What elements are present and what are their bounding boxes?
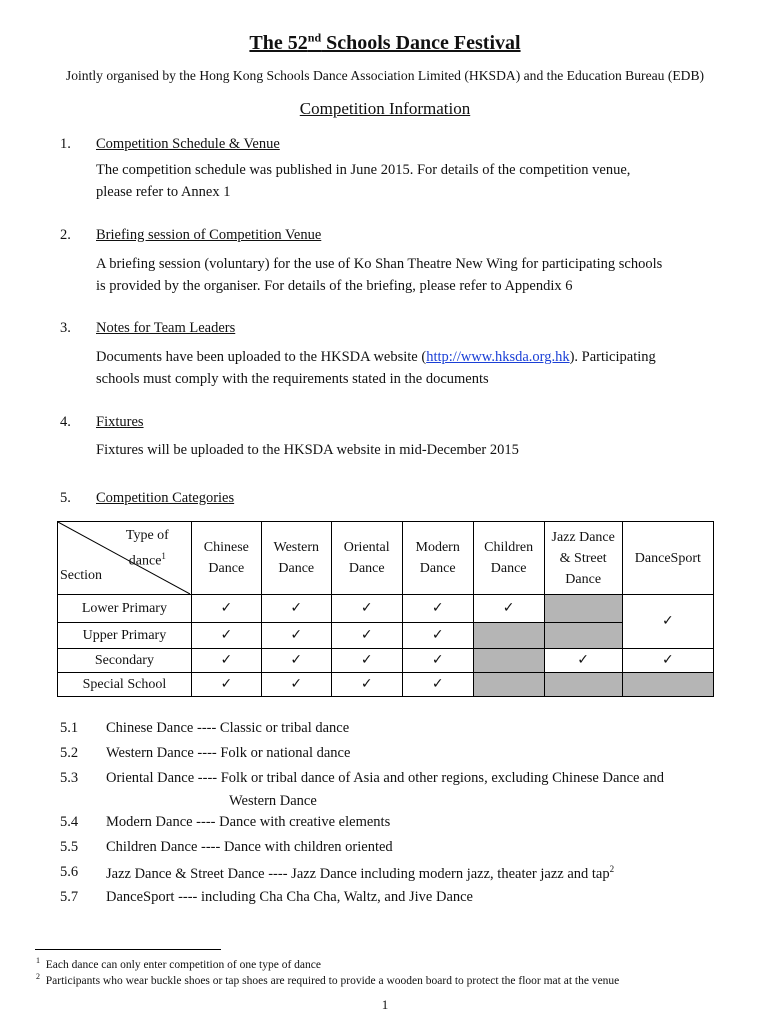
- column-header-line: Chinese: [203, 540, 249, 555]
- item-line: Fixtures will be uploaded to the HKSDA website in mid-December 2015: [96, 442, 519, 458]
- item-paragraph: [96, 346, 721, 390]
- definition-text-continued: Western Dance: [229, 793, 317, 809]
- item-line: [96, 346, 721, 368]
- definition-number: 5.3: [60, 770, 79, 786]
- title-suffix: Schools Dance Festival: [321, 31, 521, 54]
- column-header-line: DanceSport: [634, 550, 701, 566]
- definition-number: 5.4: [60, 814, 79, 830]
- check-icon: ✓: [402, 673, 473, 697]
- footnote-mark: 1: [36, 956, 40, 965]
- item-line: schools must comply with the requirements stated in the documents: [96, 371, 489, 387]
- definition-text: DanceSport ---- including Cha Cha Cha, Waltz, and Jive Dance: [106, 889, 473, 905]
- item-paragraph: [96, 159, 721, 203]
- table-row: [58, 623, 714, 649]
- column-header-line: Western: [273, 540, 320, 555]
- check-icon: ✓: [331, 673, 402, 697]
- shaded-cell: [544, 623, 622, 649]
- text-before-link: Documents have been uploaded to the HKSDA website (: [96, 349, 427, 365]
- row-label: Secondary: [58, 649, 192, 673]
- check-icon: ✓: [191, 673, 261, 697]
- check-icon: ✓: [622, 595, 713, 649]
- item-number: 3.: [60, 320, 71, 336]
- item-heading: Briefing session of Competition Venue: [96, 227, 322, 243]
- column-header-line: & Street: [559, 550, 607, 566]
- definition-text: Western Dance ---- Folk or national dance: [106, 745, 351, 761]
- row-label: Upper Primary: [58, 623, 192, 649]
- footnote-ref: 2: [609, 864, 615, 874]
- column-header: [191, 522, 261, 595]
- check-icon: ✓: [544, 649, 622, 673]
- text-after-link: ). Participating: [569, 349, 656, 365]
- item-heading: Competition Categories: [96, 490, 235, 506]
- check-icon: ✓: [261, 595, 331, 623]
- check-icon: ✓: [261, 623, 331, 649]
- definition-text: Oriental Dance ---- Folk or tribal dance of Asia and other regions, excluding Chinese Dance and: [106, 770, 665, 786]
- item-heading: Fixtures: [96, 414, 144, 430]
- column-header: [473, 522, 544, 595]
- column-header-line: Modern: [415, 540, 460, 555]
- footnote-text: Each dance can only enter competition of one type of dance: [45, 958, 321, 971]
- check-icon: ✓: [191, 623, 261, 649]
- item-heading: Competition Schedule & Venue: [96, 136, 280, 152]
- check-icon: ✓: [402, 623, 473, 649]
- table-row: [58, 673, 714, 697]
- definition-number: 5.1: [60, 720, 79, 736]
- column-header-line: Dance: [348, 561, 385, 576]
- item-number: 4.: [60, 414, 71, 430]
- item-paragraph: [96, 439, 721, 461]
- shaded-cell: [473, 673, 544, 697]
- page-number: 1: [381, 997, 389, 1012]
- definition-number: 5.2: [60, 745, 79, 761]
- item-heading: Notes for Team Leaders: [96, 320, 236, 336]
- subtitle: Jointly organised by the Hong Kong Schools Dance Association Limited (HKSDA) and the Education Bureau (EDB): [65, 68, 705, 83]
- item-line: is provided by the organiser. For details of the briefing, please refer to Appendix 6: [96, 278, 573, 294]
- shaded-cell: [544, 673, 622, 697]
- item-paragraph: [96, 253, 721, 297]
- hksda-website-link[interactable]: http://www.hksda.org.hk: [426, 349, 570, 365]
- column-header: [402, 522, 473, 595]
- definition-text: [106, 864, 614, 883]
- corner-type-line: dance: [128, 553, 162, 569]
- definition-text: Children Dance ---- Dance with children oriented: [106, 839, 393, 855]
- page-title: [0, 30, 770, 55]
- footnote: [36, 972, 619, 987]
- check-icon: ✓: [402, 649, 473, 673]
- column-header-line: Children: [484, 540, 534, 555]
- footnote-divider: [35, 949, 221, 950]
- table-header-row: [58, 522, 714, 595]
- definition-text-main: Jazz Dance & Street Dance ---- Jazz Dance including modern jazz, theater jazz and tap: [106, 865, 610, 882]
- column-header-line: Jazz Dance: [551, 529, 615, 545]
- column-header: [331, 522, 402, 595]
- check-icon: ✓: [261, 649, 331, 673]
- table-row: [58, 595, 714, 623]
- check-icon: ✓: [331, 595, 402, 623]
- row-label: Lower Primary: [58, 595, 192, 623]
- column-header-line: Dance: [419, 561, 456, 576]
- column-header-line: Dance: [278, 561, 315, 576]
- item-line: please refer to Annex 1: [96, 184, 231, 200]
- check-icon: ✓: [331, 649, 402, 673]
- shaded-cell: [473, 649, 544, 673]
- column-header-line: Oriental: [343, 540, 390, 555]
- shaded-cell: [473, 623, 544, 649]
- check-icon: ✓: [402, 595, 473, 623]
- row-label: Special School: [58, 673, 192, 697]
- item-number: 5.: [60, 490, 71, 506]
- definition-text: Modern Dance ---- Dance with creative elements: [106, 814, 391, 830]
- definition-number: 5.6: [60, 864, 79, 880]
- column-header: [544, 522, 622, 595]
- item-line: A briefing session (voluntary) for the use of Ko Shan Theatre New Wing for participating schools: [96, 256, 663, 272]
- corner-type-label: [126, 525, 169, 572]
- footnote-mark: 2: [36, 972, 40, 981]
- corner-header-cell: [58, 522, 192, 595]
- check-icon: ✓: [261, 673, 331, 697]
- competition-categories-table: [57, 521, 714, 697]
- corner-section-label: Section: [60, 568, 102, 583]
- column-header: [622, 522, 713, 595]
- check-icon: ✓: [331, 623, 402, 649]
- check-icon: ✓: [622, 649, 713, 673]
- item-line: The competition schedule was published in June 2015. For details of the competition venue,: [96, 162, 631, 178]
- column-header-line: Dance: [490, 561, 527, 576]
- corner-type-line: Type of: [125, 528, 169, 543]
- table-row: [58, 649, 714, 673]
- footnote: [36, 956, 321, 971]
- definition-number: 5.5: [60, 839, 79, 855]
- title-ordinal: nd: [307, 30, 322, 44]
- column-header-line: Dance: [208, 561, 245, 576]
- definition-text: Chinese Dance ---- Classic or tribal dance: [106, 720, 350, 736]
- item-number: 2.: [60, 227, 71, 243]
- column-header-line: Dance: [565, 571, 602, 587]
- item-number: 1.: [60, 136, 71, 152]
- footnote-ref: 1: [161, 551, 166, 561]
- section-title: Competition Information: [299, 99, 471, 118]
- check-icon: ✓: [191, 595, 261, 623]
- footnote-text: Participants who wear buckle shoes or tap shoes are required to provide a wooden board to protect the floor mat at the venue: [45, 974, 620, 987]
- check-icon: ✓: [191, 649, 261, 673]
- check-icon: ✓: [473, 595, 544, 623]
- definition-number: 5.7: [60, 889, 79, 905]
- column-header: [261, 522, 331, 595]
- title-prefix: The 52: [249, 31, 308, 54]
- corner-header: [58, 522, 191, 594]
- shaded-cell: [544, 595, 622, 623]
- shaded-cell: [622, 673, 713, 697]
